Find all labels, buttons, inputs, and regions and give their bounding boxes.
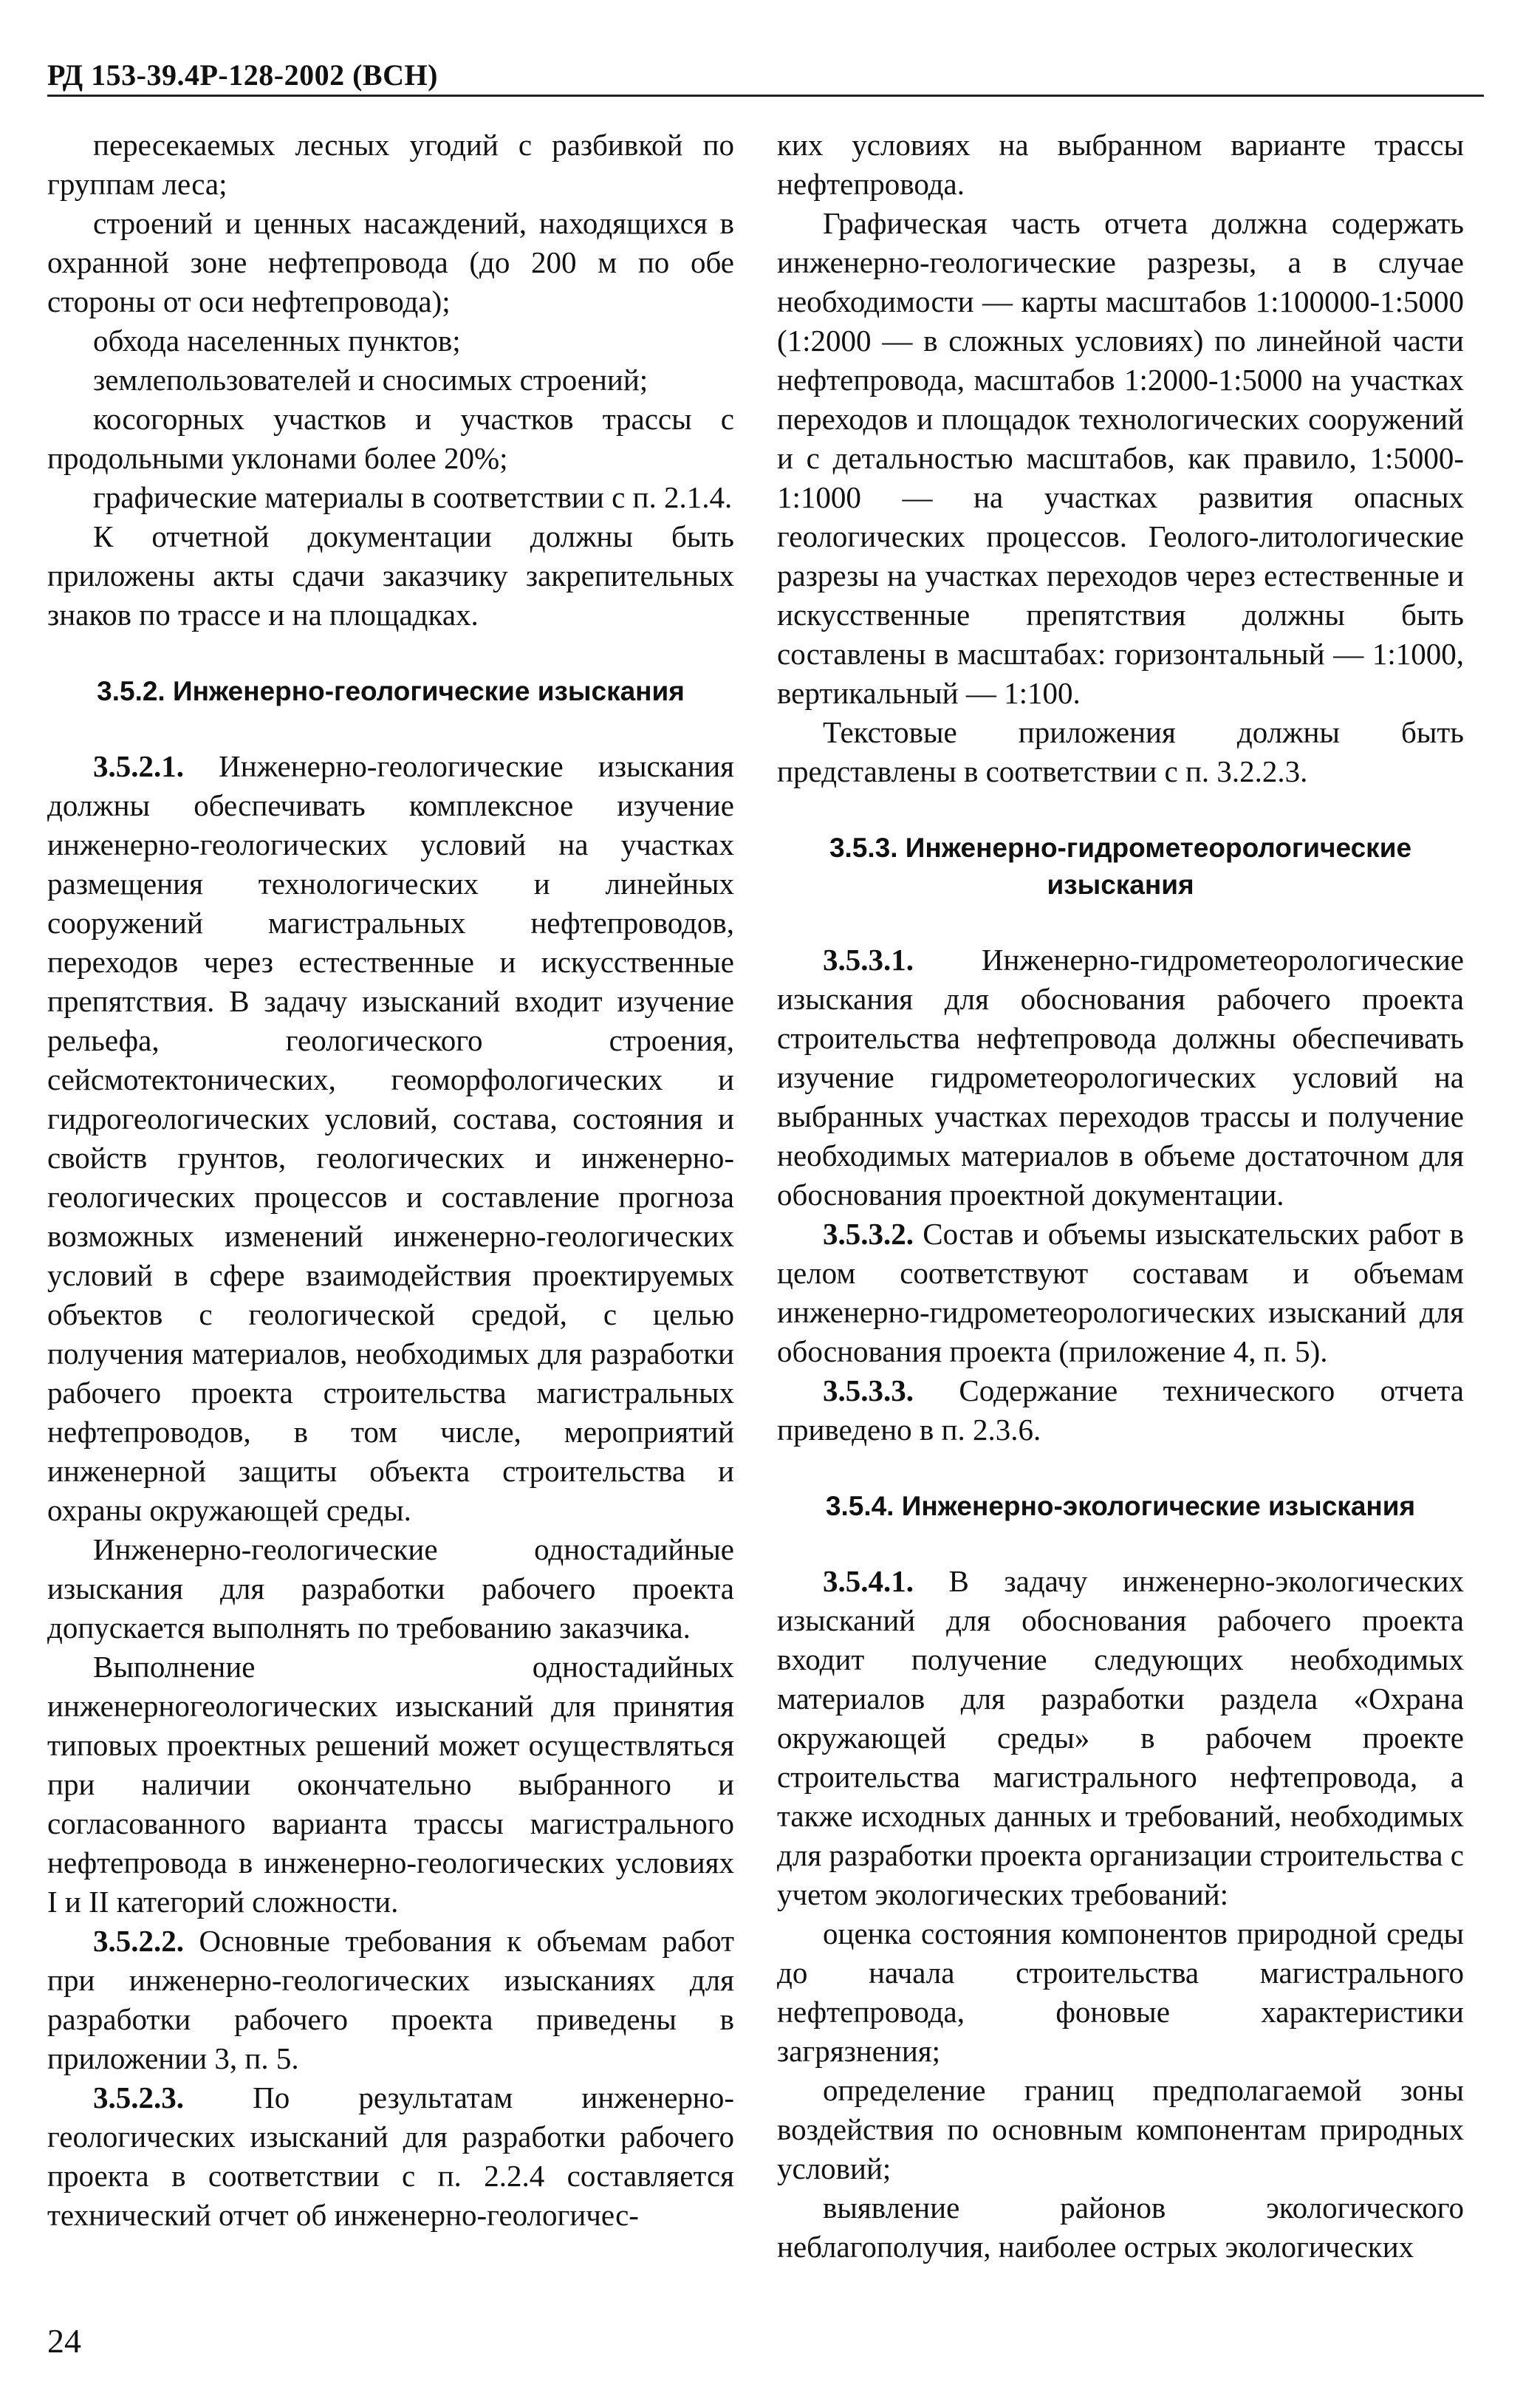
section-heading-3-5-2: 3.5.2. Инженерно-геологические изыскания [97,676,685,706]
clause-text: По результатам инженерно-геологических изысканий для разработки рабочего проекта в соответствии с п. 2.2.4 составляется технический отчет об инженерно-геологичес- [47,2080,734,2232]
paragraph-3-5-3-3 [777,1371,1464,1450]
list-item: определение границ предполагаемой зоны воздействия по основным компонентам природных условий; [777,2073,1464,2185]
paragraph-3-5-4-1 [777,1562,1464,1914]
clause-text: В задачу инженерно-экологических изысканий для обоснования рабочего проекта входит получение следующих необходимых материалов для разработки раздела «Охрана окружающей среды» в рабочем проекте строительства магистрального нефтепровода, а также исходных данных и требований, необходимых для разработки проекта организации строительства с учетом экологических требований: [777,1564,1464,1911]
clause-number: 3.5.4.1. [823,1564,914,1598]
paragraph-3-5-2-1 [47,747,734,1530]
right-column [777,126,1464,2267]
list-item: обхода населенных пунктов; [93,324,461,358]
header-rule [47,95,1484,97]
section-heading-3-5-4: 3.5.4. Инженерно-экологические изыскания [825,1491,1416,1521]
list-item: выявление районов экологического неблагополучия, наиболее острых экологических [777,2191,1464,2264]
list-item: пересекаемых лесных угодий с разбивкой по группам леса; [47,128,734,201]
paragraph-typical-solutions: Выполнение одностадийных инженерногеологических изысканий для принятия типовых проектных решений может осуществляться при наличии окончательно выбранного и согласованного варианта трассы магистрального нефтепровода в инженерно-геологических условиях I и II категорий сложности. [47,1650,734,1919]
clause-text: Инженерно-геологические изыскания должны обеспечивать комплексное изучение инженерно-геологических условий на участках размещения технологических и линейных сооружений магистральных нефтепроводов, переходов через естественные и искусственные препятствия. В задачу изысканий входит изучение рельефа, геологического строения, сейсмотектонических, геоморфологических и гидрогеологических условий, состава, состояния и свойств грунтов, геологических и инженерно-геологических процессов и составление прогноза возможных изменений инженерно-геологических условий в сфере взаимодействия проектируемых объектов с геологической средой, с целью получения материалов, необходимых для разработки рабочего проекта строительства магистральных нефтепроводов, в том числе, мероприятий инженерной защиты объекта строительства и охраны окружающей среды. [47,749,734,1527]
page-number: 24 [47,2322,81,2360]
paragraph-3-5-2-2 [47,1922,734,2078]
paragraph-single-stage: Инженерно-геологические одностадийные изыскания для разработки рабочего проекта допускается выполнять по требованию заказчика. [47,1532,734,1645]
left-column [47,126,734,2235]
section-heading-3-5-3: 3.5.3. Инженерно-гидрометеорологические изыскания [829,833,1412,900]
list-item: землепользователей и сносимых строений; [93,363,648,397]
clause-text: Состав и объемы изыскательских работ в целом соответствуют составам и объемам инженерно-гидрометеорологических изысканий для обоснования проекта (приложение 4, п. 5). [777,1217,1464,1368]
clause-number: 3.5.3.2. [823,1217,914,1251]
clause-number: 3.5.2.3. [93,2080,184,2114]
clause-number: 3.5.3.1. [823,943,914,977]
list-item: косогорных участков и участков трассы с продольными уклонами более 20%; [47,402,734,475]
document-header: РД 153-39.4Р-128-2002 (ВСН) [47,58,438,92]
clause-number: 3.5.2.1. [93,749,184,783]
list-item: оценка состояния компонентов природной среды до начала строительства магистрального нефтепровода, фоновые характеристики загрязнения; [777,1916,1464,2068]
clause-text: Основные требования к объемам работ при инженерно-геологических изысканиях для разработки рабочего проекта приведены в приложении 3, п. 5. [47,1924,734,2075]
clause-text: Содержание технического отчета приведено в п. 2.3.6. [777,1373,1464,1447]
paragraph-continuation: ких условиях на выбранном варианте трассы нефтепровода. [777,128,1464,201]
paragraph-3-5-3-1 [777,941,1464,1215]
paragraph-3-5-3-2 [777,1215,1464,1371]
clause-number: 3.5.3.3. [823,1373,914,1407]
paragraph-report-docs: К отчетной документации должны быть приложены акты сдачи заказчику закрепительных знаков по трассе и на площадках. [47,519,734,632]
paragraph-3-5-2-3 [47,2078,734,2235]
paragraph-text-appendix: Текстовые приложения должны быть представлены в соответствии с п. 3.2.2.3. [777,715,1464,788]
list-item: строений и ценных насаждений, находящихся в охранной зоне нефтепровода (до 200 м по обе стороны от оси нефтепровода); [47,206,734,318]
list-item: графические материалы в соответствии с п. 2.1.4. [93,480,733,514]
clause-text: Инженерно-гидрометеорологические изыскания для обоснования рабочего проекта строительства нефтепровода должны обеспечивать изучение гидрометеорологических условий на выбранных участках переходов трассы и получение необходимых материалов в объеме достаточном для обоснования проектной документации. [777,943,1464,1212]
clause-number: 3.5.2.2. [93,1924,184,1958]
paragraph-graphic-part: Графическая часть отчета должна содержать инженерно-геологические разрезы, а в случае необходимости — карты масштабов 1:100000-1:5000 (1:2000 — в сложных условиях) по линейной части нефтепровода, масштабов 1:2000-1:5000 на участках переходов и площадок технологических сооружений и с детальностью масштабов, как правило, 1:5000-1:1000 — на участках развития опасных геологических процессов. Геолого-литологические разрезы на участках переходов через естественные и искусственные препятствия должны быть составлены в масштабах: горизонтальный — 1:1000, вертикальный — 1:100. [777,206,1464,710]
